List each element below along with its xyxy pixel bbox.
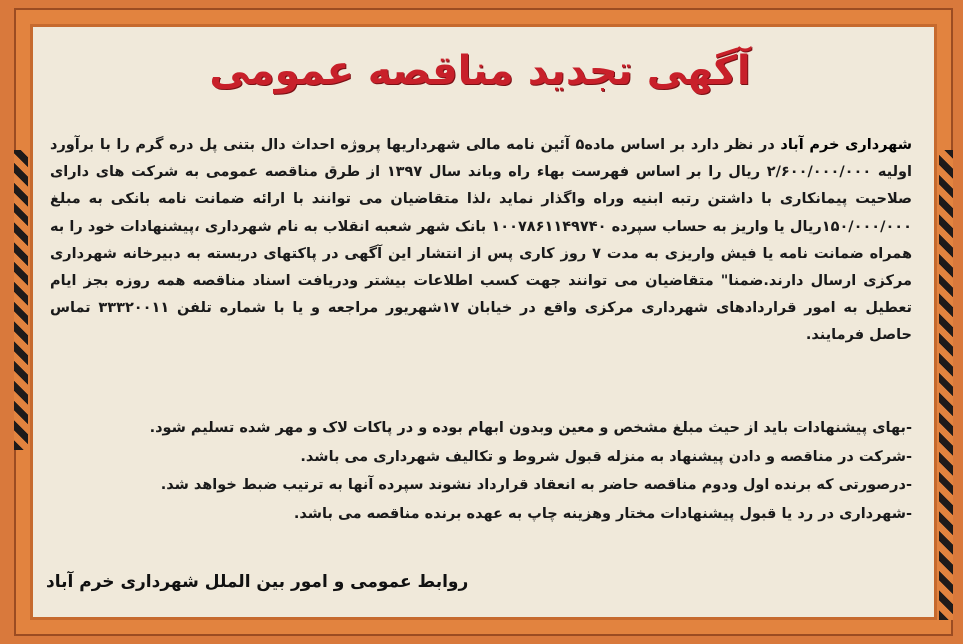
condition-item: -شرکت در مناقصه و دادن پیشنهاد به منزله قبول شروط و تکالیف شهرداری می باشد.: [300, 448, 912, 465]
conditions-list: [146, 414, 912, 528]
condition-item: -بهای پیشنهادات باید از حیث مبلغ مشخص و معین وبدون ابهام بوده و در پاکات لاک و مهر شده تسلیم شود.: [149, 420, 912, 436]
notice-body: [50, 132, 912, 350]
notice-title: آگهی تجدید مناقصه عمومی: [209, 48, 751, 94]
condition-item: -درصورتی که برنده اول ودوم مناقصه حاضر به انعقاد قرارداد نشوند سپرده آنها به ترتیب ضبط خواهد شد.: [160, 477, 912, 493]
footer: [46, 572, 486, 592]
footer-signature: روابط عمومی و امور بین الملل شهرداری خرم آباد: [46, 572, 469, 592]
condition-item: -شهرداری در رد یا قبول پیشنهادات مختار وهزینه چاپ به عهده برنده مناقصه می باشد.: [293, 505, 912, 522]
body-paragraph: در نظر دارد بر اساس ماده۵ آئین نامه مالی شهرداریها پروژه احداث دال بتنی پل دره گرم را با برآورد اولیه ۲/۶۰۰/۰۰۰/۰۰۰ ریال را بر اساس فهرست بهاء راه وباند سال ۱۳۹۷ از طرق مناقصه عمومی به شرکت های دارای صلاحیت پیمانکاری با داشتن رتبه ابنیه وراه واگذار نماید ،لذا متقاضیان می توانند با ارائه ضمانت نامه بانکی به مبلغ ۱۵۰/۰۰۰/۰۰۰ریال یا واریز به حساب سپرده ۱۰۰۷۸۶۱۱۴۹۷۴۰ بانک شهر شعبه انقلاب به نام شهرداری ،پیشنهادات خود را به همراه ضمانت نامه یا فیش واریزی به مدت ۷ روز کاری پس از انتشار این آگهی در پاکتهای دربسته به دبیرخانه شهرداری مرکزی ارسال دارند.ضمنا" متقاضیان می توانند جهت کسب اطلاعات بیشتر ودریافت اسناد مناقصه همه روزه بجز ایام تعطیل به امور قراردادهای شهرداری مرکزی واقع در خیابان ۱۷شهریور مراجعه و یا با شماره تلفن ۳۳۳۲۰۰۱۱ تماس حاصل فرمایند.: [50, 137, 912, 344]
notice-content: [46, 40, 914, 600]
issuer-name: شهرداری خرم آباد: [780, 137, 912, 153]
right-stripe-decoration: [939, 150, 953, 620]
left-stripe-decoration: [14, 150, 28, 450]
